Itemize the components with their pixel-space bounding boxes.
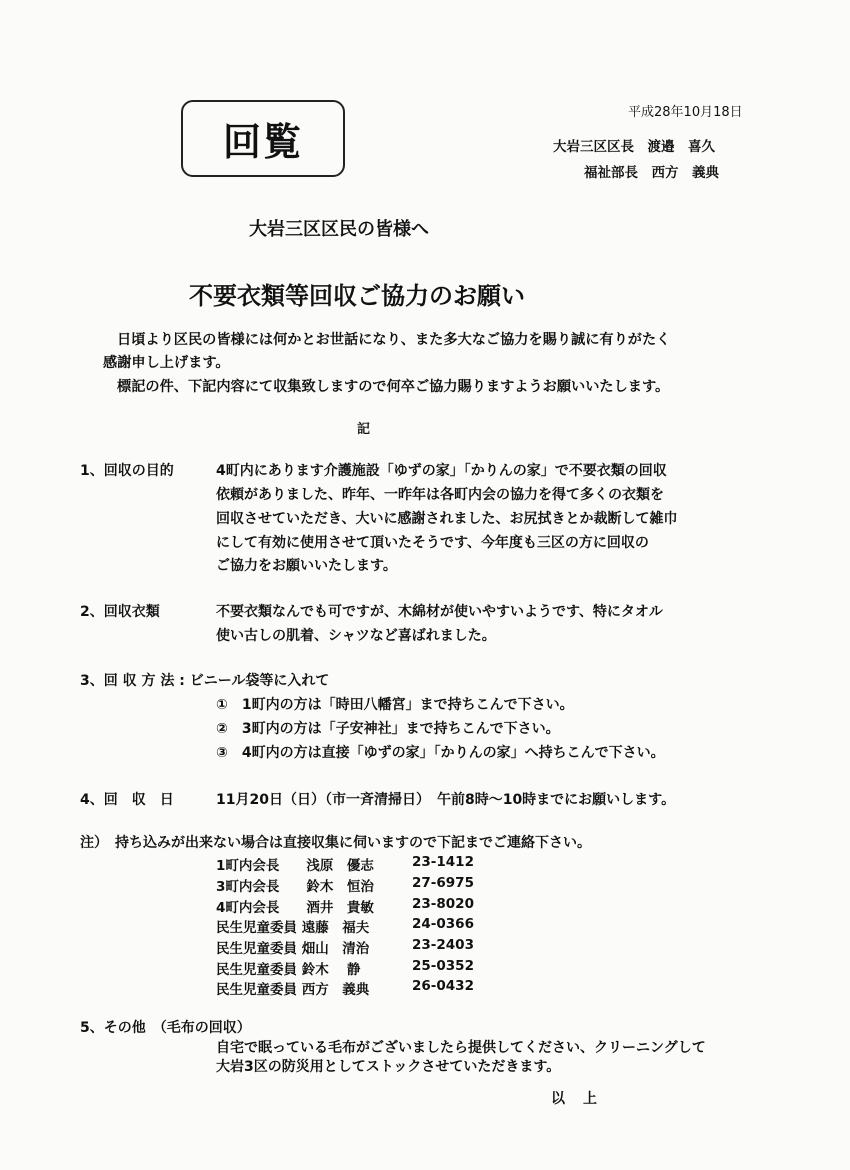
contact-phone: 26-0432 [412, 978, 474, 994]
collection-date: 11月20日（日）（市一斉清掃日） 午前8時～10時までにお願いします。 [216, 792, 676, 808]
intro-line: 日頃より区民の皆様には何かとお世話になり、また多大なご協力を賜り誠に有りがたく [117, 332, 671, 348]
section-1-line: にして有効に使用させて頂いたそうです、今年度も三区の方に回収の [216, 535, 649, 551]
section-3-item: ① 1町内の方は「時田八幡宮」まで持ちこんで下さい。 [216, 697, 574, 713]
contact-phone: 27-6975 [412, 875, 474, 891]
contact-name: 民生児童委員 西方 義典 [216, 982, 370, 998]
section-2-line: 不要衣類なんでも可ですが、木綿材が使いやすいようです、特にタオル [216, 604, 663, 620]
intro-line: 標記の件、下記内容にて収集致しますので何卒ご協力賜りますようお願いいたします。 [117, 379, 670, 395]
contact-phone: 23-1412 [412, 854, 474, 870]
section-1-line: 回収させていただき、大いに感謝されました、お尻拭きとか裁断して雑巾 [216, 511, 678, 527]
section-1-line: 4町内にあります介護施設「ゆずの家」「かりんの家」で不要衣類の回収 [216, 463, 667, 479]
section-5-line: 自宅で眠っている毛布がございましたら提供してください、クリーニングして [216, 1040, 706, 1056]
section-2-label: 2、回収衣類 [80, 604, 160, 620]
closing-mark: 以 上 [551, 1091, 599, 1107]
document-title: 不要衣類等回収ご協力のお願い [189, 282, 525, 310]
contact-name: 民生児童委員 鈴木 静 [216, 962, 361, 978]
circular-stamp [181, 100, 345, 177]
addressee: 大岩三区区民の皆様へ [249, 219, 429, 240]
section-3-label: 3、回 収 方 法 : ビニール袋等に入れて [80, 673, 330, 689]
contact-phone: 24-0366 [412, 916, 474, 932]
contact-phone: 23-8020 [412, 896, 474, 912]
section-3-item: ③ 4町内の方は直接「ゆずの家」「かりんの家」へ持ちこんで下さい。 [216, 745, 665, 761]
contact-name: 民生児童委員 遠藤 福夫 [216, 920, 370, 936]
intro-line: 感謝申し上げます。 [103, 355, 230, 371]
section-2-line: 使い古しの肌着、シャツなど喜ばれました。 [216, 628, 496, 644]
section-1-line: 依頼がありました、昨年、一昨年は各町内会の協力を得て多くの衣類を [216, 487, 664, 503]
document-date: 平成28年10月18日 [628, 105, 743, 120]
contact-name: 民生児童委員 畑山 清治 [216, 941, 370, 957]
contact-name: 4町内会長 酒井 貴敏 [216, 900, 374, 916]
section-1-line: ご協力をお願いいたします。 [216, 558, 397, 574]
section-3-item: ② 3町内の方は「子安神社」まで持ちこんで下さい。 [216, 721, 560, 737]
contact-phone: 23-2403 [412, 937, 474, 953]
section-1-label: 1、回収の目的 [80, 463, 174, 479]
section-4-label: 4、回 収 日 [80, 792, 174, 808]
section-5-line: 大岩3区の防災用としてストックさせていただきます。 [216, 1059, 561, 1075]
contact-name: 1町内会長 浅原 優志 [216, 858, 374, 874]
section-5-label: 5、その他 （毛布の回収） [80, 1020, 251, 1036]
sender-welfare-head: 福祉部長 西方 義典 [584, 165, 719, 181]
contact-phone: 25-0352 [412, 958, 474, 974]
contact-name: 3町内会長 鈴木 恒治 [216, 879, 374, 895]
sender-district-head: 大岩三区区長 渡邉 喜久 [553, 139, 715, 155]
note-text: 注） 持ち込みが出来ない場合は直接収集に伺いますので下記までご連絡下さい。 [80, 835, 591, 851]
ki-heading: 記 [357, 422, 371, 437]
stamp-label: 回覧 [222, 120, 303, 164]
